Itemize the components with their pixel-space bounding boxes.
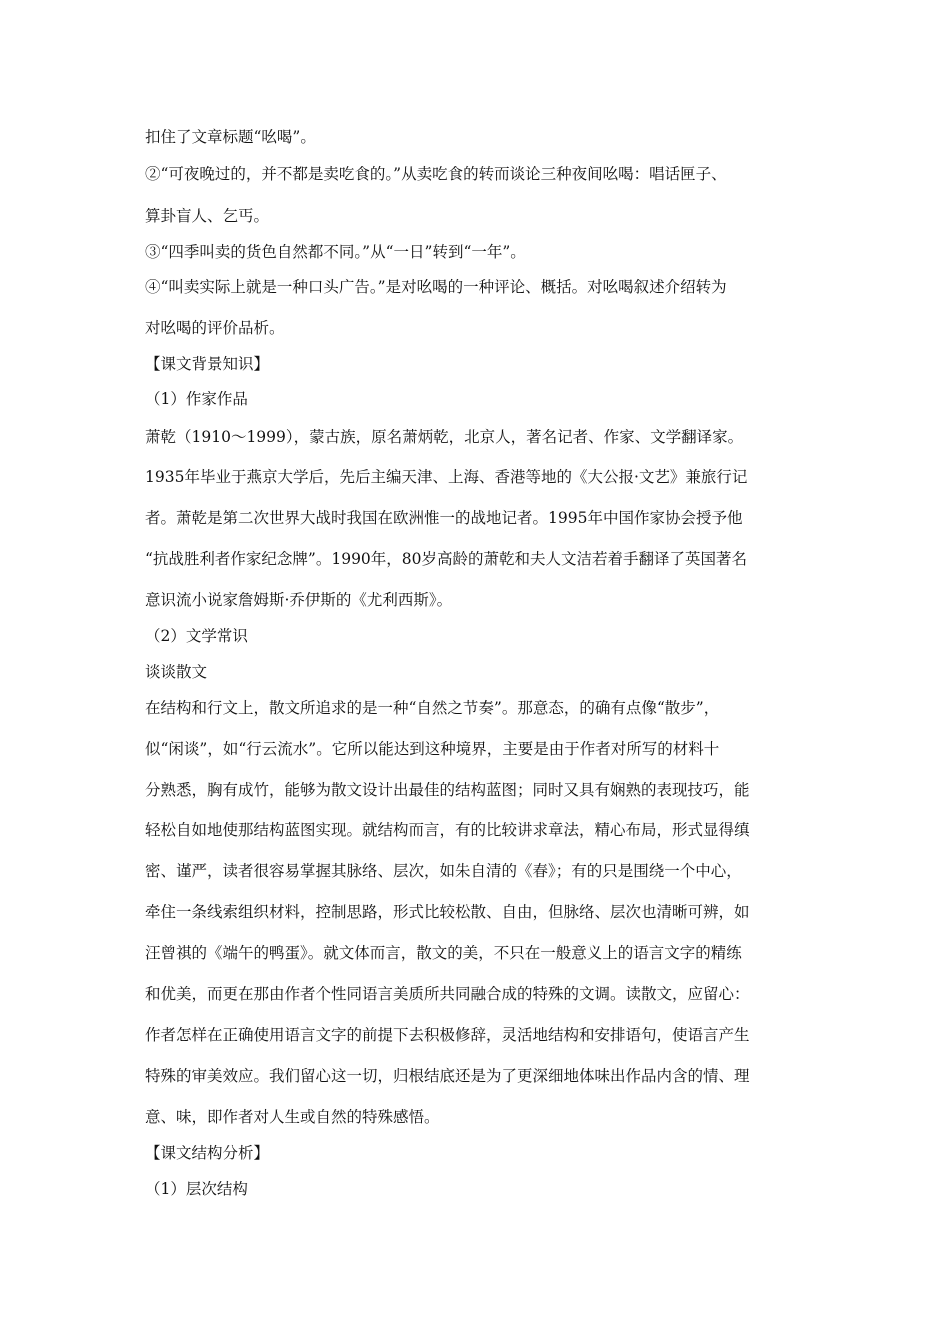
- text-line: 算卦盲人、乞丐。: [145, 207, 270, 225]
- text-line: 意识流小说家詹姆斯·乔伊斯的《尤利西斯》。: [145, 591, 453, 609]
- text-line: “抗战胜利者作家纪念牌”。1990年，80岁高龄的萧乾和夫人文洁若着手翻译了英国著名: [145, 550, 748, 568]
- text-line: ④“叫卖实际上就是一种口头广告。”是对吆喝的一种评论、概括。对吆喝叙述介绍转为: [145, 278, 727, 296]
- text-line: 萧乾（1910～1999），蒙古族，原名萧炳乾，北京人，著名记者、作家、文学翻译家。: [145, 428, 744, 446]
- section-heading: 【课文背景知识】: [145, 355, 270, 373]
- text-line: 意、味，即作者对人生或自然的特殊感悟。: [145, 1108, 440, 1126]
- subsection-heading: （2）文学常识: [145, 627, 248, 645]
- text-line: 对吆喝的评价品析。: [145, 319, 285, 337]
- text-line: ③“四季叫卖的货色自然都不同。”从“一日”转到“一年”。: [145, 243, 526, 261]
- text-line: ②“可夜晚过的，并不都是卖吃食的。”从卖吃食的转而谈论三种夜间吆喝：唱话匣子、: [145, 165, 727, 183]
- topic-title: 谈谈散文: [145, 663, 208, 681]
- text-line: 似“闲谈”，如“行云流水”。它所以能达到这种境界，主要是由于作者对所写的材料十: [145, 740, 720, 758]
- subsection-heading: （1）层次结构: [145, 1180, 248, 1198]
- text-line: 牵住一条线索组织材料，控制思路，形式比较松散、自由，但脉络、层次也清晰可辨，如: [145, 903, 750, 921]
- subsection-heading: （1）作家作品: [145, 390, 248, 408]
- text-line: 扣住了文章标题“吆喝”。: [145, 128, 316, 146]
- section-heading: 【课文结构分析】: [145, 1144, 270, 1162]
- text-line: 者。萧乾是第二次世界大战时我国在欧洲惟一的战地记者。1995年中国作家协会授予他: [145, 509, 743, 527]
- text-line: 特殊的审美效应。我们留心这一切，归根结底还是为了更深细地体味出作品内含的情、理: [145, 1067, 750, 1085]
- text-line: 轻松自如地使那结构蓝图实现。就结构而言，有的比较讲求章法，精心布局，形式显得缜: [145, 821, 750, 839]
- text-line: 1935年毕业于燕京大学后，先后主编天津、上海、香港等地的《大公报·文艺》兼旅行记: [145, 468, 748, 486]
- text-line: 作者怎样在正确使用语言文字的前提下去积极修辞，灵活地结构和安排语句，使语言产生: [145, 1026, 750, 1044]
- text-line: 分熟悉，胸有成竹，能够为散文设计出最佳的结构蓝图；同时又具有娴熟的表现技巧，能: [145, 781, 750, 799]
- text-line: 在结构和行文上，散文所追求的是一种“自然之节奏”。那意态，的确有点像“散步”，: [145, 699, 720, 717]
- text-line: 密、谨严，读者很容易掌握其脉络、层次，如朱自清的《春》；有的只是围绕一个中心，: [145, 862, 742, 880]
- text-line: 和优美，而更在那由作者个性同语言美质所共同融合成的特殊的文调。读散文，应留心：: [145, 985, 750, 1003]
- text-line: 汪曾祺的《端午的鸭蛋》。就文体而言，散文的美，不只在一般意义上的语言文字的精练: [145, 944, 742, 962]
